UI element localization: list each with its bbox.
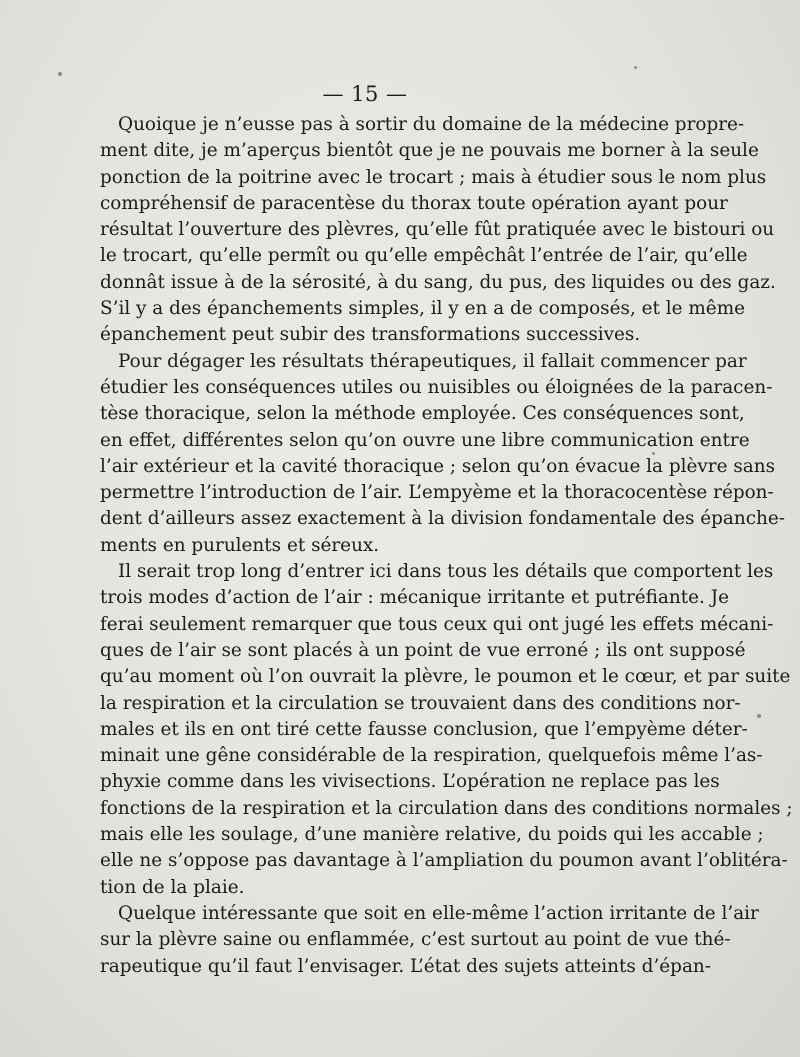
text-line: elle ne s’oppose pas davantage à l’ampliation du poumon avant l’oblitéra- [100,850,788,872]
text-line: ments en purulents et séreux. [100,534,380,556]
text-line: S’il y a des épanchements simples, il y en a de composés, et le même [100,298,746,320]
paper-speck [757,714,761,718]
text-line: permettre l’introduction de l’air. L’empyème et la thoracocentèse répon- [100,482,774,504]
text-line: sur la plèvre saine ou enflammée, c’est surtout au point de vue thé- [100,929,731,951]
text-line: ques de l’air se sont placés à un point de vue erroné ; ils ont supposé [100,639,746,661]
text-line: donnât issue à de la sérosité, à du sang, du pus, des liquides ou des gaz. [100,271,776,293]
text-line: Quoique je n’eusse pas à sortir du domaine de la médecine propre- [118,114,745,135]
page-number: — 15 — [322,82,408,106]
text-line: résultat l’ouverture des plèvres, qu’elle fût pratiquée avec le bistouri ou [100,219,775,241]
text-line: males et ils en ont tiré cette fausse conclusion, que l’empyème déter- [100,718,748,740]
body-text [100,112,793,980]
text-line: en effet, différentes selon qu’on ouvre une libre communication entre [100,429,750,451]
text-line: ment dite, je m’aperçus bientôt que je ne pouvais me borner à la seule [100,140,759,162]
paper-speck [652,452,655,455]
text-line: tèse thoracique, selon la méthode employée. Ces conséquences sont, [100,403,745,425]
text-line: rapeutique qu’il faut l’envisager. L’état des sujets atteints d’épan- [100,955,711,977]
text-line: épanchement peut subir des transformations successives. [100,324,641,346]
text-line: ferai seulement remarquer que tous ceux qui ont jugé les effets mécani- [100,613,774,635]
text-line: l’air extérieur et la cavité thoracique ; selon qu’on évacue la plèvre sans [100,455,776,477]
text-line: la respiration et la circulation se trouvaient dans des conditions nor- [100,692,741,714]
text-line: dent d’ailleurs assez exactement à la division fondamentale des épanche- [100,508,785,530]
text-line: trois modes d’action de l’air : mécanique irritante et putréfiante. Je [100,587,729,609]
text-line: compréhensif de paracentèse du thorax toute opération ayant pour [100,192,728,214]
text-line: phyxie comme dans les vivisections. L’opération ne replace pas les [100,771,720,793]
text-line: qu’au moment où l’on ouvrait la plèvre, le poumon et le cœur, et par suite [100,666,791,688]
paper-speck [634,66,637,69]
text-line: ponction de la poitrine avec le trocart ; mais à étudier sous le nom plus [100,166,767,188]
paper-speck [58,72,62,76]
text-line: Pour dégager les résultats thérapeutiques, il fallait commencer par [118,350,747,372]
text-line: Quelque intéressante que soit en elle-même l’action irritante de l’air [118,902,759,924]
text-line: le trocart, qu’elle permît ou qu’elle empêchât l’entrée de l’air, qu’elle [100,245,748,267]
text-line: mais elle les soulage, d’une manière relative, du poids qui les accable ; [100,824,764,846]
text-line: minait une gêne considérable de la respiration, quelquefois même l’as- [100,745,763,767]
text-line: tion de la plaie. [100,876,245,898]
text-line: étudier les conséquences utiles ou nuisibles ou éloignées de la paracen- [100,376,773,398]
text-line: Il serait trop long d’entrer ici dans tous les détails que comportent les [118,561,774,583]
text-line: fonctions de la respiration et la circulation dans des conditions normales ; [100,797,793,819]
